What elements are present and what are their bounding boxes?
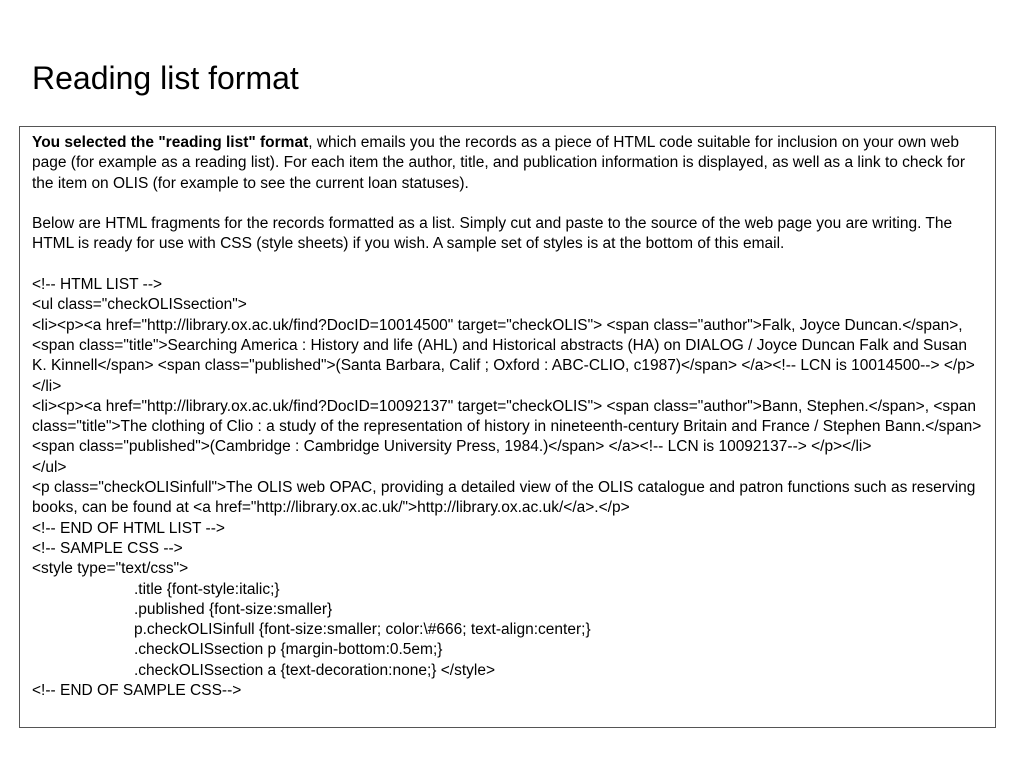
- paragraph-gap: [32, 194, 983, 214]
- instructions-paragraph: Below are HTML fragments for the records formatted as a list. Simply cut and paste to the source of the web page you are writing. The HTML is ready for use with CSS (style sheets) if you wish. A sample set of styles is at the bottom of this email.: [32, 215, 953, 253]
- code-css-end: <!-- END OF SAMPLE CSS-->: [32, 682, 242, 700]
- code-css-rule: p.checkOLISinfull {font-size:smaller; color:\#666; text-align:center;}: [134, 621, 591, 639]
- code-css-rule: .checkOLISsection p {margin-bottom:0.5em;}: [134, 641, 443, 659]
- email-content-box: [19, 126, 996, 728]
- code-list-item-2: <li><p><a href="http://library.ox.ac.uk/find?DocID=10092137" target="checkOLIS"> <span class="author">Bann, Stephen.</span>, <span class="title">The clothing of Clio : a study of the representation of history in nineteenth-century Britain and France / Stephen Bann.</span> <span class="published">(Cambridge : Cambridge University Press, 1984.)</span> </a><!-- LCN is 10092137--> </p></li>: [32, 397, 982, 456]
- paragraph-gap: [32, 255, 983, 275]
- intro-text: , which emails you the records as a piece of HTML code suitable for inclusion on your own web page (for example as a reading list). For each item the author, title, and publication information is displayed, as well as a link to check for the item on OLIS (for example to see the current loan statuses).: [32, 134, 966, 192]
- code-ul-open: <ul class="checkOLISsection">: [32, 296, 247, 314]
- code-css-rule: .checkOLISsection a {text-decoration:none;} </style>: [134, 661, 496, 679]
- code-style-open: <style type="text/css">: [32, 560, 189, 578]
- code-infull-paragraph: <p class="checkOLISinfull">The OLIS web OPAC, providing a detailed view of the OLIS catalogue and patron functions such as reserving books, can be found at <a href="http://library.ox.ac.uk/">http://library.ox.ac.uk/</a>.</p>: [32, 479, 976, 517]
- code-css-rule: .published {font-size:smaller}: [134, 600, 333, 618]
- code-css-rule: .title {font-style:italic;}: [134, 580, 280, 598]
- intro-paragraph: [32, 133, 983, 194]
- intro-bold-lead: You selected the "reading list" format: [32, 134, 309, 151]
- code-list-item-1: <li><p><a href="http://library.ox.ac.uk/find?DocID=10014500" target="checkOLIS"> <span class="author">Falk, Joyce Duncan.</span>, <span class="title">Searching America : History and life (AHL) and Historical abstracts (HA) on DIALOG / Joyce Duncan Falk and Susan K. Kinnell</span> <span class="published">(Santa Barbara, Calif ; Oxford : ABC-CLIO, c1987)</span> </a><!-- LCN is 10014500--> </p></li>: [32, 316, 975, 395]
- code-ul-close: </ul>: [32, 458, 67, 476]
- code-css-start: <!-- SAMPLE CSS -->: [32, 539, 183, 557]
- page-title: Reading list format: [32, 60, 299, 96]
- code-html-list-end: <!-- END OF HTML LIST -->: [32, 519, 225, 537]
- code-html-list-start: <!-- HTML LIST -->: [32, 276, 163, 294]
